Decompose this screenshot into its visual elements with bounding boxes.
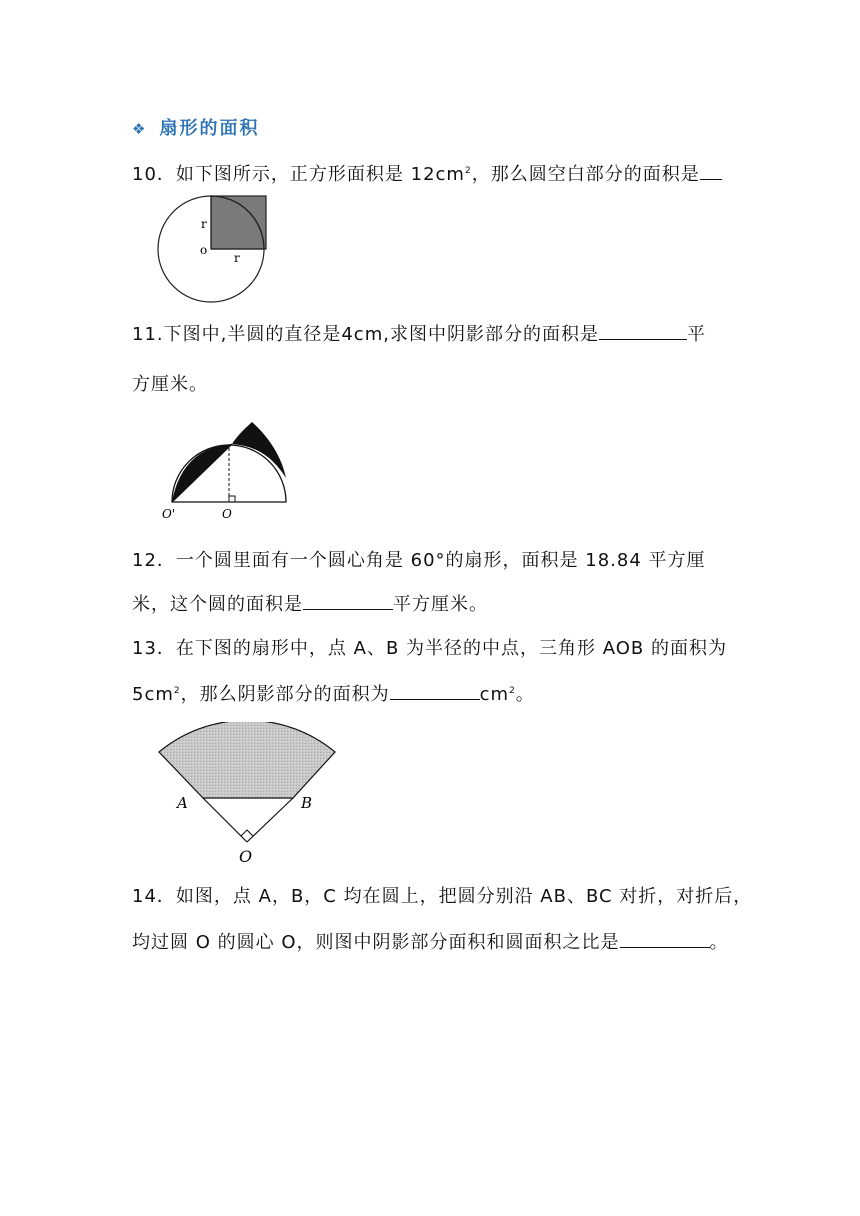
question-14-line-2 — [132, 928, 729, 954]
q13-label-b: B — [301, 794, 313, 812]
q11-diagonal — [172, 444, 232, 502]
q13-shaded-region — [159, 722, 335, 798]
q11-line-1: 11.下图中,半圆的直径是4cm,求图中阴影部分的面积是 — [132, 324, 599, 345]
q11-line-1-tail: 平 — [686, 324, 706, 345]
q13-radius-left — [203, 798, 247, 842]
section-title: 扇形的面积 — [159, 118, 260, 139]
q11-shaded-top — [232, 422, 286, 478]
q13-label-o: O — [239, 847, 253, 864]
q13-sup-1: 2 — [173, 686, 181, 696]
q13-answer-blank[interactable] — [390, 681, 480, 700]
q13-line-2d: 。 — [515, 684, 535, 705]
q13-sup-2: 2 — [509, 686, 516, 696]
q14-line-2-end: 。 — [709, 932, 729, 953]
question-14-line-1 — [132, 882, 752, 908]
q10-label-r-vertical: r — [201, 217, 207, 231]
question-13-line-2 — [132, 680, 535, 706]
q11-line-2: 方厘米。 — [132, 374, 208, 395]
q11-figure — [160, 418, 300, 522]
q11-label-o: O — [222, 507, 232, 521]
q11-right-angle-mark — [229, 496, 235, 502]
question-11-line-1 — [132, 320, 706, 346]
q13-right-angle-mark — [241, 830, 253, 836]
q12-line-2b: 平方厘米。 — [393, 594, 488, 615]
q10-text-b: ，那么圆空白部分的面积是 — [471, 164, 700, 185]
q11-answer-blank[interactable] — [599, 321, 687, 340]
question-11-line-2 — [132, 370, 208, 396]
q10-sup: 2 — [464, 166, 472, 176]
q12-line-2a: 米，这个圆的面积是 — [132, 594, 303, 615]
q11-label-o-prime: O' — [162, 507, 176, 521]
question-12-line-1 — [132, 546, 706, 572]
q13-radius-right — [247, 798, 293, 842]
diamond-bullet-icon: ❖ — [132, 120, 148, 138]
question-10 — [132, 160, 722, 186]
section-heading — [132, 114, 259, 140]
q10-answer-blank[interactable] — [700, 161, 722, 180]
question-12-line-2 — [132, 590, 488, 616]
q13-line-1: 13．在下图的扇形中，点 A、B 为半径的中点，三角形 AOB 的面积为 — [132, 638, 727, 659]
q14-line-2: 均过圆 O 的圆心 O，则图中阴影部分面积和圆面积之比是 — [132, 932, 620, 953]
q13-label-a: A — [177, 794, 188, 812]
question-13-line-1 — [132, 634, 727, 660]
q10-text-a: 10．如下图所示，正方形面积是 12cm — [132, 164, 465, 185]
q14-line-1: 14．如图，点 A，B，C 均在圆上，把圆分别沿 AB、BC 对折，对折后， — [132, 886, 753, 907]
q13-line-2b: ，那么阴影部分的面积为 — [180, 684, 390, 705]
q13-figure — [155, 722, 345, 864]
q10-figure — [150, 188, 280, 306]
q10-label-r-horizontal: r — [234, 251, 240, 265]
q14-answer-blank[interactable] — [620, 929, 710, 948]
q13-line-2c: cm — [479, 684, 510, 705]
q10-label-o: o — [200, 243, 208, 257]
q13-line-2a: 5cm — [132, 684, 174, 705]
q12-answer-blank[interactable] — [303, 591, 393, 610]
q12-line-1: 12．一个圆里面有一个圆心角是 60°的扇形，面积是 18.84 平方厘 — [132, 550, 706, 571]
